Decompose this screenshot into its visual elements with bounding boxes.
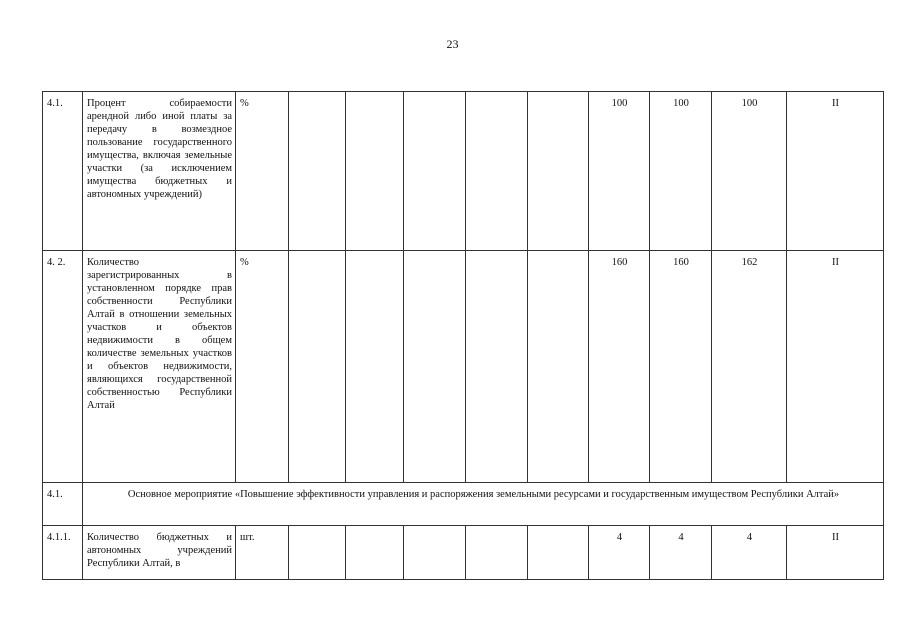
value-cell: 4 bbox=[650, 526, 712, 580]
empty-cell bbox=[528, 92, 589, 251]
indicator-name: Процент собираемости арендной либо иной платы за передачу в возмездное пользование государственного имущества, включая земельные участки (за исключением имущества бюджетных и автономных учреждений) bbox=[83, 92, 236, 251]
unit-cell: % bbox=[236, 251, 289, 483]
empty-cell bbox=[289, 92, 346, 251]
main-activity-heading: Основное мероприятие «Повышение эффективности управления и распоряжения земельными ресурсами и государственным имуществом Республики Алтай» bbox=[83, 483, 884, 526]
empty-cell bbox=[404, 526, 466, 580]
empty-cell bbox=[466, 526, 528, 580]
value-cell: 100 bbox=[712, 92, 787, 251]
row-number: 4. 2. bbox=[43, 251, 83, 483]
table-row bbox=[43, 92, 884, 251]
unit-cell: % bbox=[236, 92, 289, 251]
empty-cell bbox=[404, 251, 466, 483]
row-number: 4.1. bbox=[43, 483, 83, 526]
empty-cell bbox=[346, 526, 404, 580]
empty-cell bbox=[289, 526, 346, 580]
page-number: 23 bbox=[446, 37, 459, 51]
value-cell: 100 bbox=[650, 92, 712, 251]
source-cell: II bbox=[787, 251, 884, 483]
table-row bbox=[43, 483, 884, 526]
empty-cell bbox=[528, 251, 589, 483]
empty-cell bbox=[346, 251, 404, 483]
row-number: 4.1.1. bbox=[43, 526, 83, 580]
empty-cell bbox=[289, 251, 346, 483]
source-cell: II bbox=[787, 92, 884, 251]
empty-cell bbox=[528, 526, 589, 580]
value-cell: 100 bbox=[589, 92, 650, 251]
empty-cell bbox=[466, 92, 528, 251]
table-row bbox=[43, 251, 884, 483]
indicator-name: Количество зарегистрированных в установленном порядке прав собственности Республики Алтай в отношении земельных участков и объектов недвижимости в общем количестве земельных участков и объектов недвижимости, являющихся государственной собственностью Республики Алтай bbox=[83, 251, 236, 483]
empty-cell bbox=[346, 92, 404, 251]
unit-cell: шт. bbox=[236, 526, 289, 580]
source-cell: II bbox=[787, 526, 884, 580]
value-cell: 4 bbox=[589, 526, 650, 580]
value-cell: 160 bbox=[650, 251, 712, 483]
value-cell: 160 bbox=[589, 251, 650, 483]
indicator-name: Количество бюджетных и автономных учреждений Республики Алтай, в bbox=[83, 526, 236, 580]
value-cell: 162 bbox=[712, 251, 787, 483]
row-number: 4.1. bbox=[43, 92, 83, 251]
empty-cell bbox=[404, 92, 466, 251]
empty-cell bbox=[466, 251, 528, 483]
value-cell: 4 bbox=[712, 526, 787, 580]
indicators-table bbox=[42, 91, 884, 580]
table-row bbox=[43, 526, 884, 580]
